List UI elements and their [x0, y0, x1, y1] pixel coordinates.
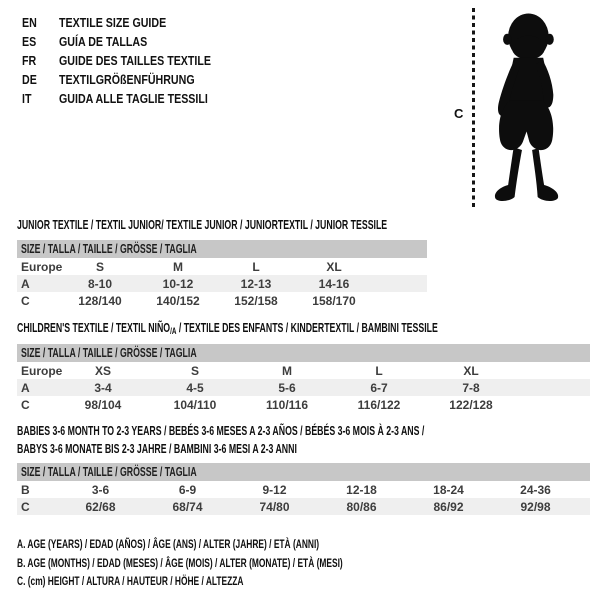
- table-cell: 128/140: [78, 293, 122, 308]
- table-cell: Europe: [21, 363, 63, 378]
- language-code: EN: [22, 15, 37, 30]
- table-cell: 140/152: [156, 293, 200, 308]
- babies-section-title: BABIES 3-6 MONTH TO 2-3 YEARS / BEBÉS 3-6 MESES A 2-3 AÑOS / BÉBÉS 3-6 MOIS À 2-3 ANS / BABYS 3-6 MONATE BIS 2-3 JAHRE / BAMBINI 3-6 MESI A 2-3 ANNI: [17, 424, 425, 456]
- size-header-bar: [17, 240, 427, 258]
- table-cell: C: [21, 293, 30, 308]
- children-size-table: [17, 344, 590, 413]
- language-code: IT: [22, 91, 32, 106]
- guide-title: GUÍA DE TALLAS: [59, 34, 148, 49]
- language-code: FR: [22, 53, 37, 68]
- table-cell: 4-5: [186, 380, 204, 395]
- table-cell: XL: [463, 363, 479, 378]
- table-cell: S: [95, 259, 104, 274]
- table-cell: 62/68: [85, 499, 116, 514]
- table-cell: 14-16: [318, 276, 350, 291]
- table-row: [17, 258, 427, 275]
- table-cell: 18-24: [433, 482, 464, 497]
- guide-title: TEXTILE SIZE GUIDE: [59, 15, 167, 30]
- table-cell: S: [190, 363, 199, 378]
- table-cell: 98/104: [84, 397, 122, 412]
- height-measure-dashed-line: [472, 8, 475, 210]
- table-row: [17, 379, 590, 396]
- table-cell: B: [21, 482, 30, 497]
- guide-title: TEXTILGRÖßENFÜHRUNG: [59, 72, 195, 87]
- table-cell: 3-4: [94, 380, 112, 395]
- table-cell: XS: [94, 363, 111, 378]
- table-cell: 80/86: [346, 499, 377, 514]
- junior-section-title: JUNIOR TEXTILE / TEXTIL JUNIOR/ TEXTILE JUNIOR / JUNIORTEXTIL / JUNIOR TESSILE: [17, 218, 388, 232]
- table-row: [17, 275, 427, 292]
- table-cell: 104/110: [173, 397, 217, 412]
- language-row: [22, 51, 244, 70]
- table-cell: 10-12: [162, 276, 194, 291]
- table-cell: M: [173, 259, 183, 274]
- table-cell: XL: [326, 259, 342, 274]
- table-cell: 24-36: [520, 482, 551, 497]
- table-cell: A: [21, 380, 30, 395]
- table-cell: 12-18: [346, 482, 377, 497]
- table-cell: 158/170: [312, 293, 356, 308]
- table-cell: 12-13: [240, 276, 272, 291]
- table-row: [17, 396, 590, 413]
- language-code: DE: [22, 72, 37, 87]
- table-cell: 116/122: [357, 397, 401, 412]
- table-cell: 7-8: [462, 380, 480, 395]
- guide-title: GUIDA ALLE TAGLIE TESSILI: [59, 91, 208, 106]
- table-cell: 92/98: [520, 499, 551, 514]
- table-cell: L: [252, 259, 260, 274]
- babies-size-table: [17, 463, 590, 515]
- language-row: [22, 13, 244, 32]
- children-section-title: CHILDREN'S TEXTILE / TEXTIL $NIÑO_{/A}$ / TEXTILE DES ENFANTS / KINDERTEXTIL / BAMBINI TESSILE: [17, 321, 438, 336]
- language-code: ES: [22, 34, 37, 49]
- table-cell: 122/128: [449, 397, 493, 412]
- table-cell: A: [21, 276, 30, 291]
- footnote-c: C. (cm) HEIGHT / ALTURA / HAUTEUR / HÖHE / ALTEZZA: [17, 574, 244, 588]
- size-header-label: SIZE / TALLA / TAILLE / GRÖSSE / TAGLIA: [21, 346, 197, 360]
- table-cell: C: [21, 499, 30, 514]
- table-cell: 9-12: [262, 482, 287, 497]
- size-header-bar: [17, 463, 590, 481]
- size-header-label: SIZE / TALLA / TAILLE / GRÖSSE / TAGLIA: [21, 465, 197, 479]
- table-cell: 110/116: [265, 397, 309, 412]
- table-cell: 74/80: [259, 499, 290, 514]
- language-row: [22, 32, 244, 51]
- table-cell: C: [21, 397, 30, 412]
- table-cell: M: [282, 363, 292, 378]
- table-cell: 6-7: [370, 380, 388, 395]
- table-cell: 86/92: [433, 499, 464, 514]
- table-cell: 8-10: [87, 276, 113, 291]
- table-row: [17, 498, 590, 515]
- toddler-silhouette-icon: [486, 9, 569, 208]
- junior-size-table: [17, 240, 427, 309]
- table-cell: Europe: [21, 259, 63, 274]
- height-measure-label: C: [454, 106, 464, 121]
- size-header-label: SIZE / TALLA / TAILLE / GRÖSSE / TAGLIA: [21, 242, 197, 256]
- subscript-text: /A: [170, 326, 177, 336]
- language-row: [22, 70, 244, 89]
- language-title-list: [22, 13, 244, 108]
- size-header-bar: [17, 344, 590, 362]
- measure-key-footnotes: [17, 535, 482, 591]
- table-cell: 6-9: [178, 482, 197, 497]
- table-cell: 68/74: [172, 499, 203, 514]
- language-row: [22, 89, 244, 108]
- table-cell: 3-6: [91, 482, 110, 497]
- table-cell: L: [375, 363, 383, 378]
- table-row: [17, 481, 590, 498]
- table-row: [17, 292, 427, 309]
- guide-title: GUIDE DES TAILLES TEXTILE: [59, 53, 212, 68]
- footnote-a: A. AGE (YEARS) / EDAD (AÑOS) / ÂGE (ANS) / ALTER (JAHRE) / ETÀ (ANNI): [17, 537, 320, 551]
- table-cell: 5-6: [278, 380, 296, 395]
- table-cell: 152/158: [234, 293, 278, 308]
- table-row: [17, 362, 590, 379]
- footnote-b: B. AGE (MONTHS) / EDAD (MESES) / ÂGE (MOIS) / ALTER (MONATE) / ETÀ (MESI): [17, 555, 343, 570]
